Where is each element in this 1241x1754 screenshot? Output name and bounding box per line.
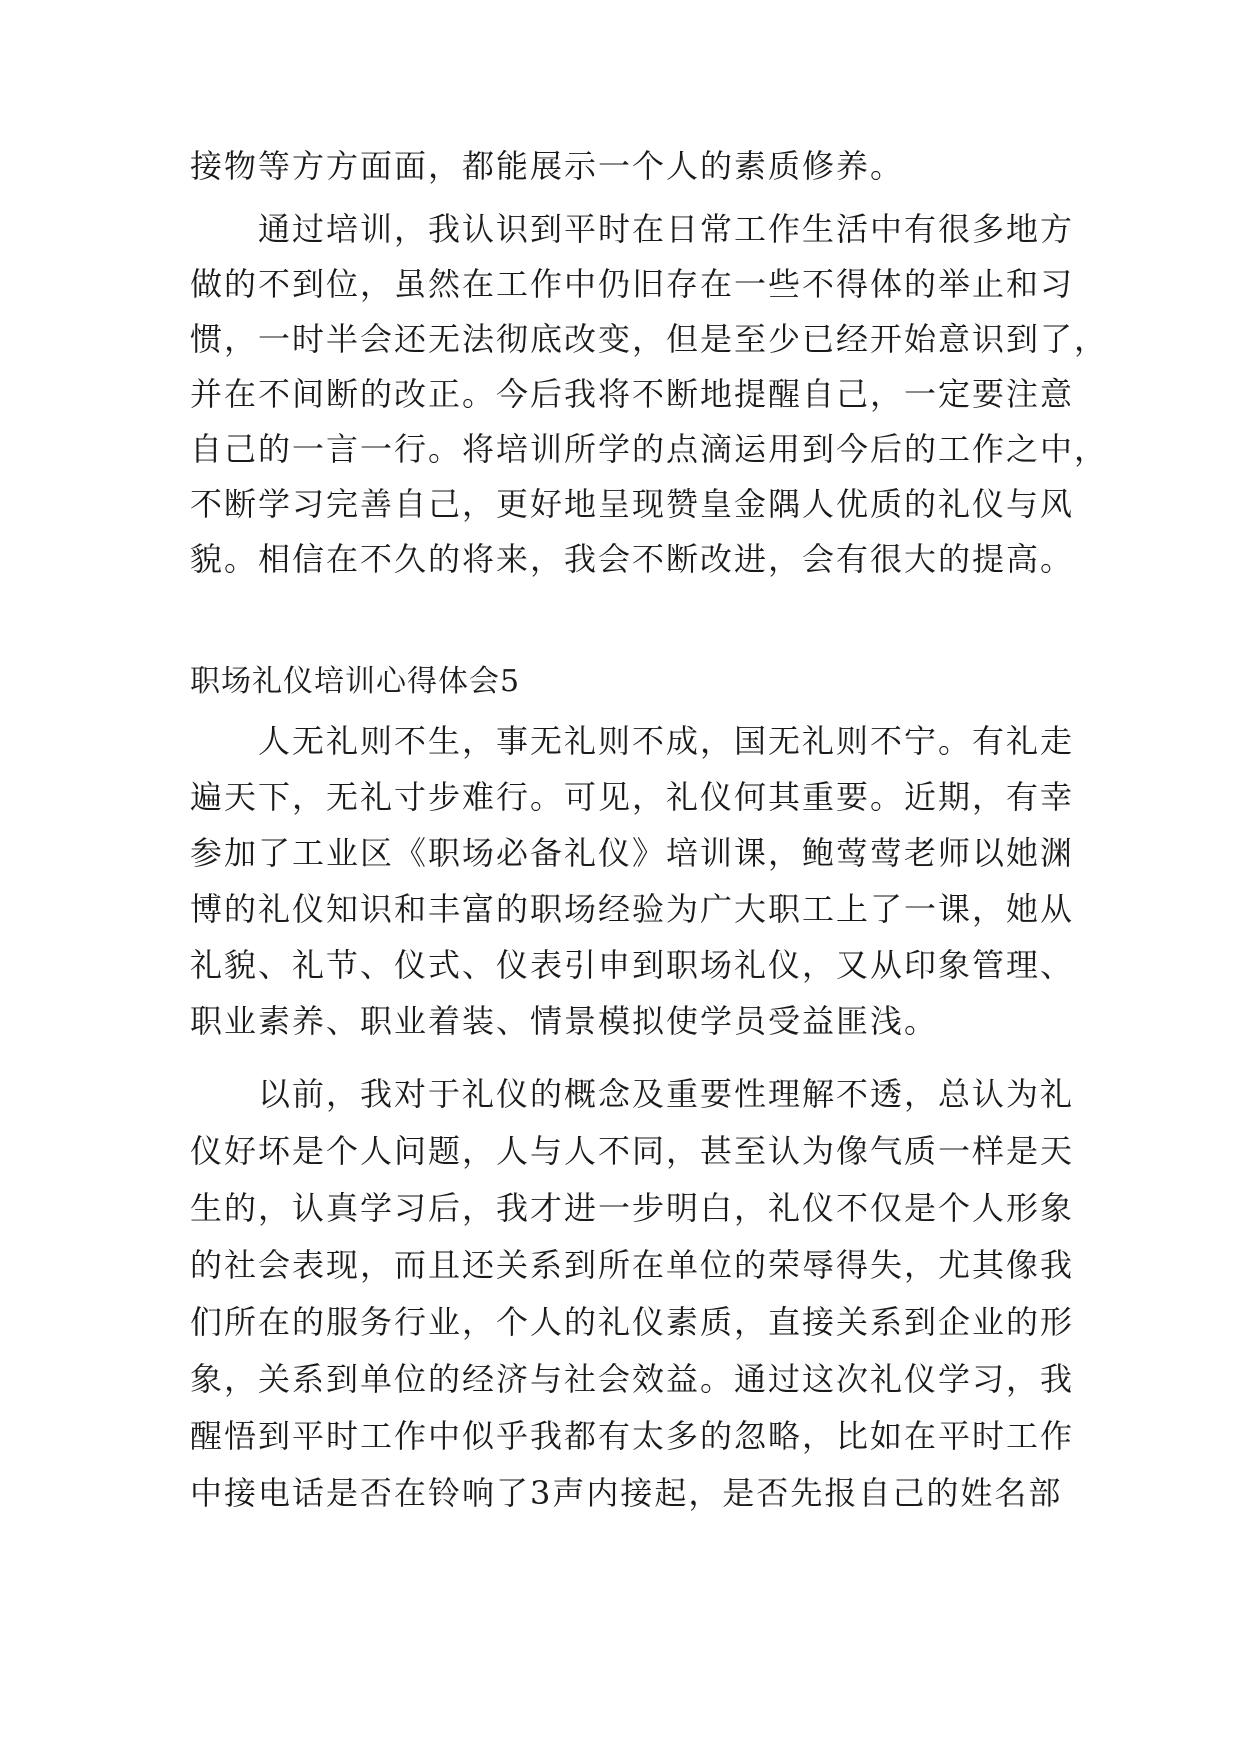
paragraph-line: 礼貌、礼节、仪式、仪表引申到职场礼仪，又从印象管理、 [190,946,1075,984]
paragraph-line: 惯，一时半会还无法彻底改变，但是至少已经开始意识到了， [190,320,1109,358]
paragraph-line: 人无礼则不生，事无礼则不成，国无礼则不宁。有礼走 [258,722,1075,760]
paragraph-line: 自己的一言一行。将培训所学的点滴运用到今后的工作之中， [190,430,1109,468]
paragraph-line: 博的礼仪知识和丰富的职场经验为广大职工上了一课，她从 [190,890,1075,928]
paragraph-line: 接物等方方面面，都能展示一个人的素质修养。 [190,147,905,185]
paragraph-line: 遍天下，无礼寸步难行。可见，礼仪何其重要。近期，有幸 [190,778,1075,816]
paragraph-line: 中接电话是否在铃响了3声内接起，是否先报自己的姓名部 [190,1474,1063,1512]
paragraph-line: 象，关系到单位的经济与社会效益。通过这次礼仪学习，我 [190,1360,1075,1398]
paragraph-line: 参加了工业区《职场必备礼仪》培训课，鲍莺莺老师以她渊 [190,834,1075,872]
paragraph-line: 职业素养、职业着装、情景模拟使学员受益匪浅。 [190,1002,939,1040]
paragraph-line: 以前，我对于礼仪的概念及重要性理解不透，总认为礼 [258,1075,1075,1113]
paragraph-line: 生的，认真学习后，我才进一步明白，礼仪不仅是个人形象 [190,1189,1075,1227]
paragraph-line: 并在不间断的改正。今后我将不断地提醒自己，一定要注意 [190,375,1075,413]
paragraph-line: 做的不到位，虽然在工作中仍旧存在一些不得体的举止和习 [190,265,1075,303]
paragraph-line: 通过培训，我认识到平时在日常工作生活中有很多地方 [258,210,1075,248]
paragraph-line: 貌。相信在不久的将来，我会不断改进，会有很大的提高。 [190,540,1075,578]
paragraph-line: 仪好坏是个人问题，人与人不同，甚至认为像气质一样是天 [190,1132,1075,1170]
paragraph-line: 醒悟到平时工作中似乎我都有太多的忽略，比如在平时工作 [190,1417,1075,1455]
section-heading: 职场礼仪培训心得体会5 [190,664,521,699]
paragraph-line: 们所在的服务行业，个人的礼仪素质，直接关系到企业的形 [190,1303,1075,1341]
paragraph-line: 的社会表现，而且还关系到所在单位的荣辱得失，尤其像我 [190,1246,1075,1284]
paragraph-line: 不断学习完善自己，更好地呈现赞皇金隅人优质的礼仪与风 [190,485,1075,523]
